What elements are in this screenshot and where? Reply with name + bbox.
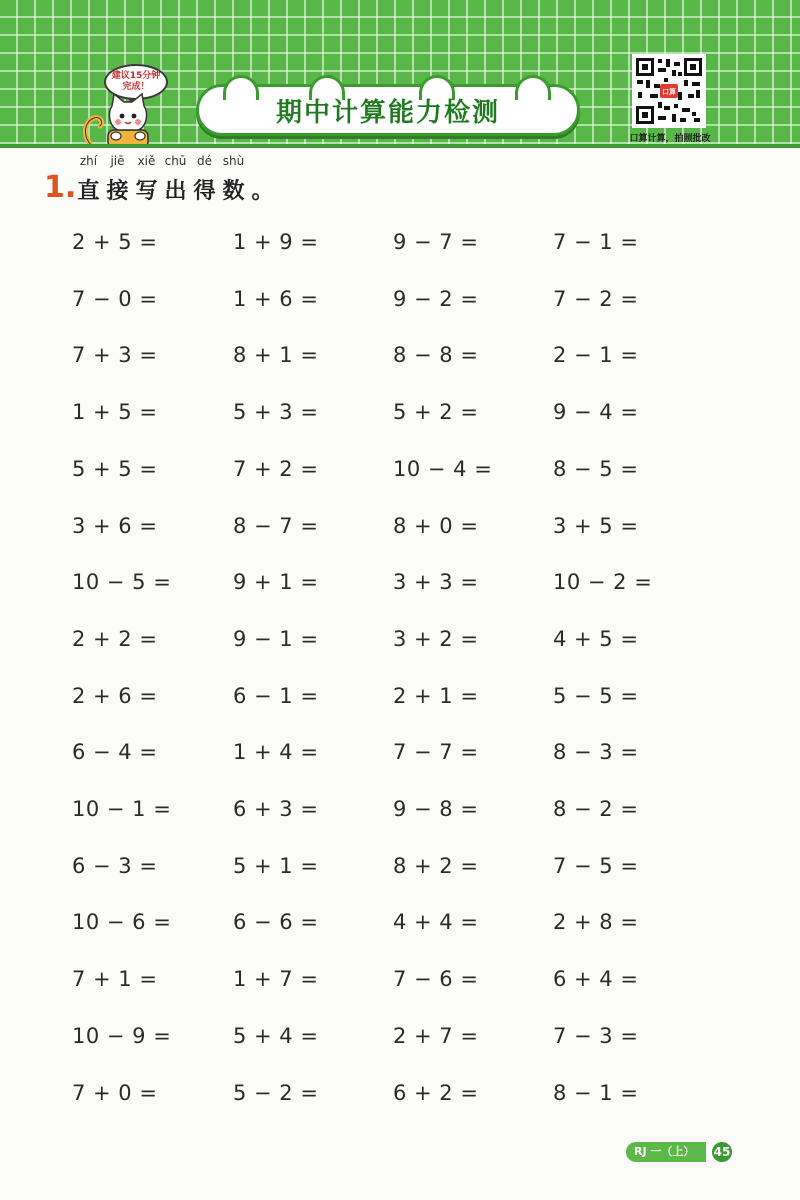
problem-item: 2 + 6 = <box>72 684 158 708</box>
problem-item: 10 − 2 = <box>553 570 653 594</box>
problem-item: 10 − 6 = <box>72 910 172 934</box>
edition-tag: RJ 一（上） <box>626 1142 706 1162</box>
problem-item: 6 + 2 = <box>393 1081 479 1105</box>
problem-item: 8 − 1 = <box>553 1081 639 1105</box>
problem-item: 3 + 5 = <box>553 514 639 538</box>
problem-item: 6 + 4 = <box>553 967 639 991</box>
problem-item: 6 − 3 = <box>72 854 158 878</box>
problem-item: 9 − 8 = <box>393 797 479 821</box>
problem-item: 10 − 9 = <box>72 1024 172 1048</box>
problem-item: 1 + 5 = <box>72 400 158 424</box>
question-char: 接 <box>106 179 129 204</box>
problem-item: 8 + 2 = <box>393 854 479 878</box>
page-number: 45 <box>710 1140 734 1164</box>
pinyin-syllable: shù <box>222 154 245 168</box>
pinyin-syllable: dé <box>197 154 212 168</box>
problem-item: 7 − 6 = <box>393 967 479 991</box>
problem-item: 7 − 7 = <box>393 740 479 764</box>
question-char: 直 <box>77 179 100 204</box>
problem-item: 8 − 2 = <box>553 797 639 821</box>
problem-item: 5 + 1 = <box>233 854 319 878</box>
problem-item: 5 + 5 = <box>72 457 158 481</box>
page-title: 期中计算能力检测 <box>275 97 500 128</box>
question-char: 得 <box>193 179 216 204</box>
problem-item: 10 − 5 = <box>72 570 172 594</box>
problem-item: 5 − 2 = <box>233 1081 319 1105</box>
problem-item: 6 − 6 = <box>233 910 319 934</box>
problem-item: 7 − 5 = <box>553 854 639 878</box>
problem-item: 2 + 5 = <box>72 230 158 254</box>
problem-item: 1 + 4 = <box>233 740 319 764</box>
problem-item: 2 + 7 = <box>393 1024 479 1048</box>
question-char: 数 <box>222 179 245 204</box>
problem-item: 8 − 3 = <box>553 740 639 764</box>
problem-item: 10 − 4 = <box>393 457 493 481</box>
problem-item: 2 + 2 = <box>72 627 158 651</box>
question-char: 出 <box>164 179 187 204</box>
problem-item: 6 + 3 = <box>233 797 319 821</box>
problem-item: 9 − 1 = <box>233 627 319 651</box>
problem-item: 10 − 1 = <box>72 797 172 821</box>
pinyin-syllable: jiē <box>110 154 125 168</box>
problem-item: 8 − 5 = <box>553 457 639 481</box>
qr-caption: 口算计算，拍照批改 <box>629 134 711 144</box>
problem-item: 9 + 1 = <box>233 570 319 594</box>
problem-item: 7 + 1 = <box>72 967 158 991</box>
question-char: 。 <box>251 179 274 204</box>
qr-badge-text: 口算 <box>662 88 676 96</box>
problem-item: 3 + 3 = <box>393 570 479 594</box>
problem-item: 4 + 5 = <box>553 627 639 651</box>
pinyin-syllable: chū <box>164 154 187 168</box>
problem-item: 7 + 3 = <box>72 343 158 367</box>
pinyin-syllable: xiě <box>137 154 156 168</box>
problem-item: 6 − 4 = <box>72 740 158 764</box>
problem-item: 8 − 8 = <box>393 343 479 367</box>
problem-item: 6 − 1 = <box>233 684 319 708</box>
problem-item: 8 − 7 = <box>233 514 319 538</box>
pinyin-syllable: zhí <box>79 154 98 168</box>
problem-item: 7 − 0 = <box>72 287 158 311</box>
problem-item: 5 + 4 = <box>233 1024 319 1048</box>
problem-item: 9 − 7 = <box>393 230 479 254</box>
problem-item: 1 + 9 = <box>233 230 319 254</box>
problem-item: 8 + 0 = <box>393 514 479 538</box>
problem-item: 3 + 6 = <box>72 514 158 538</box>
problem-item: 3 + 2 = <box>393 627 479 651</box>
problem-item: 7 + 2 = <box>233 457 319 481</box>
question-char: 写 <box>135 179 158 204</box>
problem-item: 9 − 2 = <box>393 287 479 311</box>
bubble-line-1: 建议15分钟 <box>111 71 161 81</box>
problem-item: 7 − 3 = <box>553 1024 639 1048</box>
problem-item: 9 − 4 = <box>553 400 639 424</box>
problem-item: 5 + 3 = <box>233 400 319 424</box>
bubble-line-2: 完成！ <box>122 82 150 92</box>
problem-item: 5 − 5 = <box>553 684 639 708</box>
problem-item: 5 + 2 = <box>393 400 479 424</box>
problem-item: 2 − 1 = <box>553 343 639 367</box>
problem-item: 2 + 8 = <box>553 910 639 934</box>
problem-item: 7 + 0 = <box>72 1081 158 1105</box>
problem-item: 7 − 1 = <box>553 230 639 254</box>
question-number: 1. <box>44 170 77 205</box>
problem-item: 7 − 2 = <box>553 287 639 311</box>
problem-item: 4 + 4 = <box>393 910 479 934</box>
problem-item: 8 + 1 = <box>233 343 319 367</box>
problem-item: 2 + 1 = <box>393 684 479 708</box>
problem-item: 1 + 7 = <box>233 967 319 991</box>
problem-item: 1 + 6 = <box>233 287 319 311</box>
